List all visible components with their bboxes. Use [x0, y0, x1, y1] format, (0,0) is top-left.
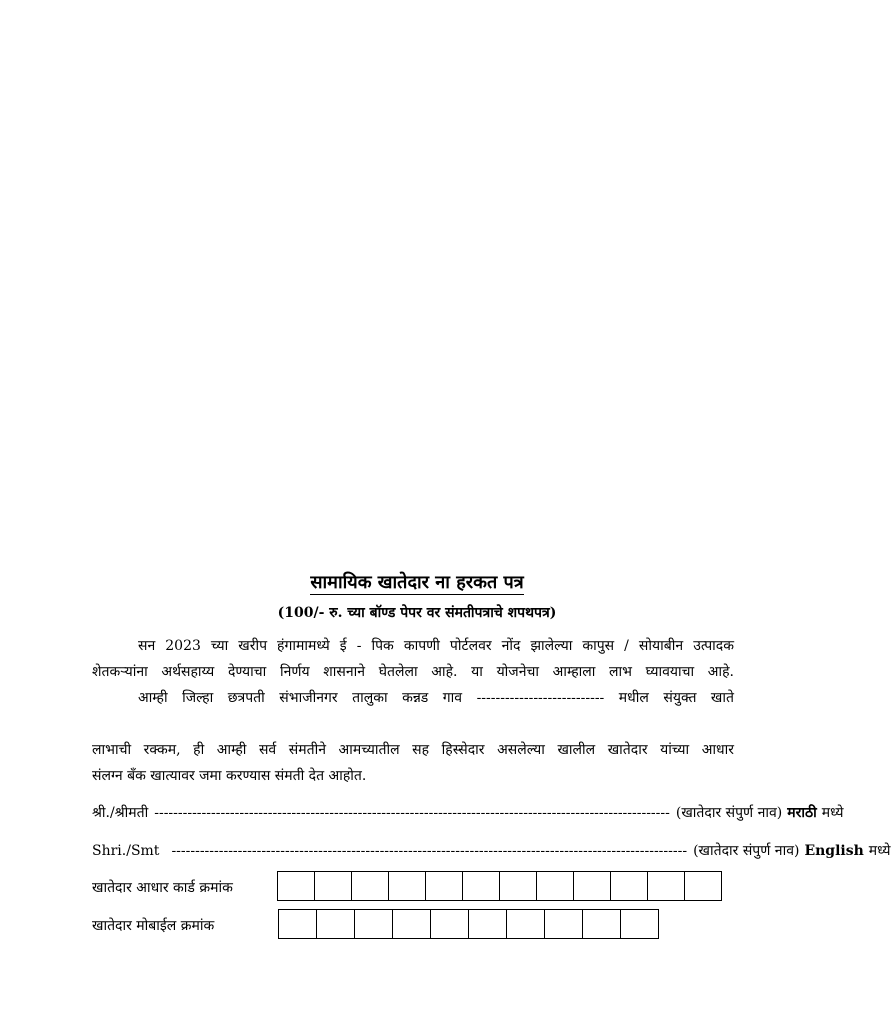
mobile-label: खातेदार मोबाईल क्रमांक [92, 918, 215, 934]
aadhaar-digit-box[interactable] [425, 871, 463, 901]
mobile-digit-box[interactable] [582, 909, 621, 939]
mobile-number-boxes [278, 909, 659, 939]
paragraph-2-line-4: संलग्न बँक खात्यावर जमा करण्यास संमती देत आहोत. [92, 768, 367, 784]
aadhaar-digit-box[interactable] [388, 871, 426, 901]
mobile-digit-box[interactable] [506, 909, 545, 939]
english-lang-label: English [804, 843, 864, 859]
english-suffix: मध्ये [868, 843, 891, 859]
mobile-digit-box[interactable] [316, 909, 355, 939]
marathi-lang-label: मराठी [787, 805, 817, 821]
paragraph-1-line-2: शेतकऱ्यांना अर्थसहाय्य देण्याचा निर्णय शासनाने घेतलेला आहे. या योजनेचा आम्हाला लाभ घ्यावयाचा आहे. [92, 664, 734, 680]
document-title-text: सामायिक खातेदार ना हरकत पत्र [310, 572, 524, 593]
mobile-digit-box[interactable] [620, 909, 659, 939]
mobile-digit-box[interactable] [354, 909, 393, 939]
aadhaar-digit-box[interactable] [610, 871, 648, 901]
mobile-digit-box[interactable] [278, 909, 317, 939]
marathi-name-hint: (खातेदार संपुर्ण नाव) [675, 805, 783, 821]
mobile-digit-box[interactable] [392, 909, 431, 939]
aadhaar-digit-box[interactable] [499, 871, 537, 901]
aadhaar-number-boxes [277, 871, 722, 901]
mobile-digit-box[interactable] [468, 909, 507, 939]
english-name-row [92, 841, 891, 860]
aadhaar-digit-box[interactable] [462, 871, 500, 901]
mobile-digit-box[interactable] [544, 909, 583, 939]
document-subtitle: (100/- रु. च्या बॉण्ड पेपर वर संमतीपत्राचे शपथपत्र) [277, 605, 557, 621]
english-name-blank[interactable]: ------------------------------------------------------------------------------------------------------------- [171, 843, 688, 859]
marathi-name-label: श्री./श्रीमती [92, 805, 149, 821]
aadhaar-digit-box[interactable] [647, 871, 685, 901]
aadhaar-digit-box[interactable] [684, 871, 722, 901]
english-name-hint: (खातेदार संपुर्ण नाव) [693, 843, 800, 859]
aadhaar-digit-box[interactable] [536, 871, 574, 901]
paragraph-2-line-1: आम्ही जिल्हा छत्रपती संभाजीनगर तालुका कन्नड गाव --------------------------- मधील संयुक्त खाते [138, 690, 734, 706]
marathi-suffix: मध्ये [821, 805, 844, 821]
aadhaar-digit-box[interactable] [314, 871, 352, 901]
document-title [0, 570, 834, 594]
aadhaar-digit-box[interactable] [277, 871, 315, 901]
mobile-digit-box[interactable] [430, 909, 469, 939]
marathi-name-row [92, 803, 844, 822]
paragraph-1-line-1: सन 2023 च्या खरीप हंगामामध्ये ई - पिक कापणी पोर्टलवर नोंद झालेल्या कापुस / सोयाबीन उत्पादक [138, 638, 734, 654]
english-name-label: Shri./Smt [92, 843, 160, 859]
marathi-name-blank[interactable]: ------------------------------------------------------------------------------------------------------------- [154, 805, 670, 821]
aadhaar-digit-box[interactable] [573, 871, 611, 901]
aadhaar-label: खातेदार आधार कार्ड क्रमांक [92, 880, 233, 896]
paragraph-2-line-3: लाभाची रक्कम, ही आम्ही सर्व संमतीने आमच्यातील सह हिस्सेदार असलेल्या खालील खातेदार यांच्या आधार [92, 742, 734, 758]
aadhaar-digit-box[interactable] [351, 871, 389, 901]
